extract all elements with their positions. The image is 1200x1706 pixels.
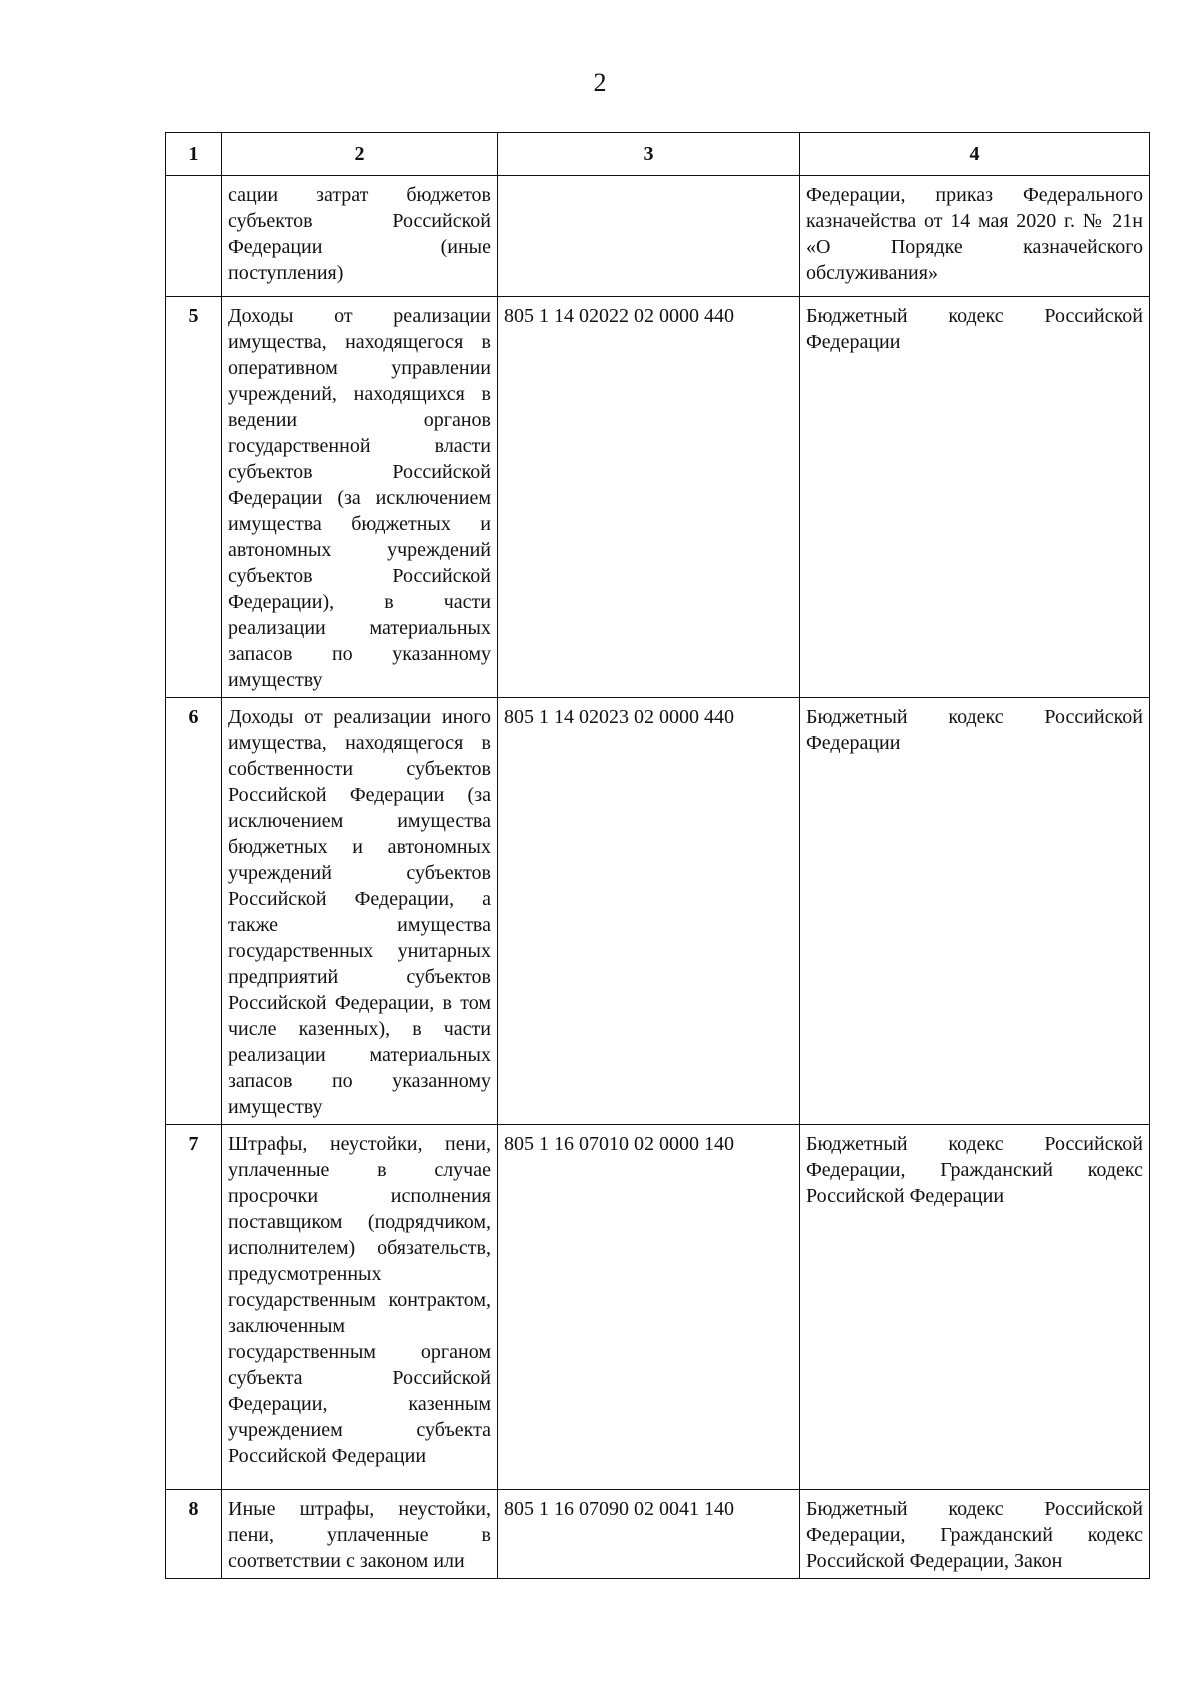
revenue-code: 805 1 16 07010 02 0000 140: [498, 1125, 800, 1490]
column-header-3: 3: [498, 133, 800, 176]
legal-basis: Бюджетный кодекс Российской Федерации, Гражданский кодекс Российской Федерации: [800, 1125, 1150, 1490]
revenue-name: Штрафы, неустойки, пени, уплаченные в случае просрочки исполнения поставщиком (подрядчиком, исполнителем) обязательств, предусмотренных государственным контрактом, заключенным государственным органом субъекта Российской Федерации, казенным учреждением субъекта Российской Федерации: [222, 1125, 498, 1490]
revenue-code: [498, 176, 800, 297]
revenue-code: 805 1 14 02022 02 0000 440: [498, 297, 800, 698]
table-row: [166, 1125, 1150, 1490]
row-number: [166, 176, 222, 297]
revenue-name: Доходы от реализации имущества, находящегося в оперативном управлении учреждений, находящихся в ведении органов государственной власти субъектов Российской Федерации (за исключением имущества бюджетных и автономных учреждений субъектов Российской Федерации), в части реализации материальных запасов по указанному имуществу: [222, 297, 498, 698]
row-number: 8: [166, 1490, 222, 1579]
legal-basis: Бюджетный кодекс Российской Федерации: [800, 297, 1150, 698]
revenue-name: сации затрат бюджетов субъектов Российской Федерации (иные поступления): [222, 176, 498, 297]
column-header-1: 1: [166, 133, 222, 176]
row-number: 5: [166, 297, 222, 698]
page-number: 2: [593, 68, 607, 97]
revenue-code: 805 1 14 02023 02 0000 440: [498, 698, 800, 1125]
revenue-name: Иные штрафы, неустойки, пени, уплаченные в соответствии с законом или: [222, 1490, 498, 1579]
revenue-table: [165, 132, 1150, 1579]
table-row: [166, 1490, 1150, 1579]
row-number: 6: [166, 698, 222, 1125]
revenue-name: Доходы от реализации иного имущества, находящегося в собственности субъектов Российской Федерации (за исключением имущества бюджетных и автономных учреждений субъектов Российской Федерации, а также имущества государственных унитарных предприятий субъектов Российской Федерации, в том числе казенных), в части реализации материальных запасов по указанному имуществу: [222, 698, 498, 1125]
table-row: [166, 297, 1150, 698]
row-number: 7: [166, 1125, 222, 1490]
header-row: [166, 133, 1150, 176]
revenue-code: 805 1 16 07090 02 0041 140: [498, 1490, 800, 1579]
table-row: [166, 176, 1150, 297]
legal-basis: Бюджетный кодекс Российской Федерации, Гражданский кодекс Российской Федерации, Закон: [800, 1490, 1150, 1579]
legal-basis: Федерации, приказ Федерального казначейства от 14 мая 2020 г. № 21н «О Порядке казначейского обслуживания»: [800, 176, 1150, 297]
legal-basis: Бюджетный кодекс Российской Федерации: [800, 698, 1150, 1125]
column-header-4: 4: [800, 133, 1150, 176]
table-row: [166, 698, 1150, 1125]
column-header-2: 2: [222, 133, 498, 176]
